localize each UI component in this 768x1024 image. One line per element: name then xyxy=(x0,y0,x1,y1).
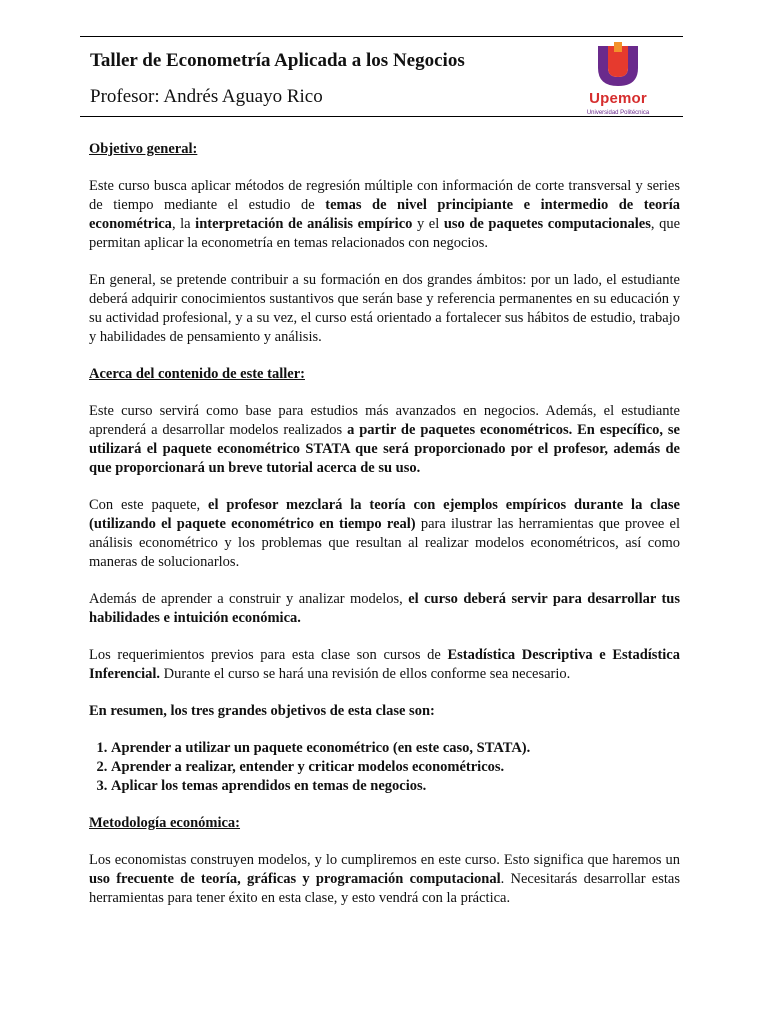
document-body xyxy=(89,140,680,926)
objetivo-paragraph-2: En general, se pretende contribuir a su formación en dos grandes ámbitos: por un lado, el estudiante deberá adquirir conocimientos sustantivos que serán base y referencia permanentes en su educación y su actividad profesional, y a su vez, el curso está orientado a fortalecer sus hábitos de estudio, trabajo y habilidades de pensamiento y análisis. xyxy=(89,272,680,345)
upemor-logo xyxy=(566,40,670,120)
list-item: 2. Aprender a realizar, entender y criticar modelos econométricos. xyxy=(111,758,680,777)
upemor-emblem-icon xyxy=(590,42,646,90)
list-item: 3. Aplicar los temas aprendidos en temas de negocios. xyxy=(111,777,680,796)
goals-list xyxy=(89,739,680,796)
acerca-paragraph-3: Además de aprender a construir y analizar modelos, el curso deberá servir para desarrollar tus habilidades e intuición económica. xyxy=(89,591,680,626)
metodologia-paragraph-1: Los economistas construyen modelos, y lo cumpliremos en este curso. Esto significa que haremos un uso frecuente de teoría, gráficas y programación computacional. Necesitarás desarrollar estas herramientas para tener éxito en esta clase, y esto vendrá con la práctica. xyxy=(89,852,680,906)
goals-intro: En resumen, los tres grandes objetivos de esta clase son: xyxy=(89,703,435,719)
logo-tagline: Universidad Politécnica xyxy=(586,110,650,116)
list-item: 1. Aprender a utilizar un paquete econométrico (en este caso, STATA). xyxy=(111,739,680,758)
acerca-paragraph-4: Los requerimientos previos para esta clase son cursos de Estadística Descriptiva e Estadística Inferencial. Durante el curso se hará una revisión de ellos conforme sea necesario. xyxy=(89,647,680,682)
acerca-paragraph-1: Este curso servirá como base para estudios más avanzados en negocios. Además, el estudiante aprenderá a desarrollar modelos realizados a partir de paquetes econométricos. En específico, se utilizará el paquete econométrico STATA que será proporcionado por el profesor, además de que proporcionará un breve tutorial acerca de su uso. xyxy=(89,403,680,476)
objetivo-paragraph-1: Este curso busca aplicar métodos de regresión múltiple con información de corte transversal y series de tiempo mediante el estudio de temas de nivel principiante e intermedio de teoría econométrica, la interpretación de análisis empírico y el uso de paquetes computacionales, que permitan aplicar la econometría en temas relacionados con negocios. xyxy=(89,178,681,251)
header-top-rule xyxy=(80,36,683,37)
section-heading-objetivo: Objetivo general: xyxy=(89,141,198,157)
section-heading-metodologia: Metodología económica: xyxy=(89,815,241,831)
document-title: Taller de Econometría Aplicada a los Negocios xyxy=(90,50,465,71)
professor-name: Profesor: Andrés Aguayo Rico xyxy=(90,86,323,107)
header-bottom-rule xyxy=(80,116,683,117)
acerca-paragraph-2: Con este paquete, el profesor mezclará la teoría con ejemplos empíricos durante la clase (utilizando el paquete econométrico en tiempo real) para ilustrar las herramientas que provee el análisis econométrico y los problemas que resultan al realizar modelos econométricos, así como maneras de solucionarlos. xyxy=(89,497,681,570)
section-heading-acerca: Acerca del contenido de este taller: xyxy=(89,366,305,382)
logo-wordmark: Upemor xyxy=(589,90,647,107)
